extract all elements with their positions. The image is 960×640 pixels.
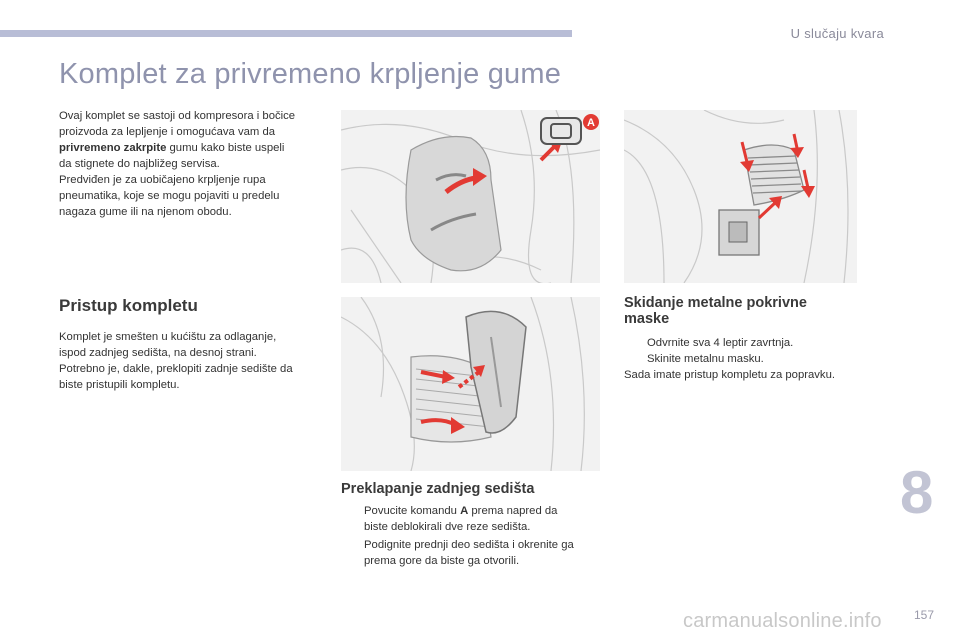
list-item (341, 503, 601, 536)
access-line: Potrebno je, dakle, preklopiti zadnje sedište da (59, 363, 293, 375)
section-title: U slučaju kvara (790, 26, 884, 41)
callout-a-label: A (587, 117, 595, 129)
folding-heading: Preklapanje zadnjeg sedišta (341, 481, 535, 497)
bullet-text-part: biste deblokirali dve reze sedišta. (364, 521, 531, 534)
watermark: carmanualsonline.info (683, 610, 882, 632)
intro-line (59, 140, 284, 156)
header-bar (0, 30, 572, 37)
access-line: Komplet je smešten u kućištu za odlaganje, (59, 331, 277, 343)
list-item (341, 537, 601, 570)
bullet-text-part: prema gore da biste ga otvorili. (364, 555, 520, 568)
metal-cover-illustration (624, 110, 857, 283)
bullet-text: Odvrnite sva 4 leptir zavrtnja. (647, 337, 794, 349)
access-heading: Pristup kompletu (59, 296, 198, 315)
list-item (624, 335, 904, 351)
intro-line: proizvoda za lepljenje i omogućava vam da (59, 126, 276, 138)
bullet-text (341, 537, 601, 570)
page-title: Komplet za privremeno krpljenje gume (59, 58, 562, 90)
intro-line: da stignete do najbližeg servisa. (59, 158, 220, 170)
bullet-text (341, 503, 601, 536)
emphasis-text: privremeno zakrpite (59, 142, 167, 154)
seat-latch-illustration (341, 110, 600, 283)
bullet-text-part: Povucite komandu (364, 505, 461, 517)
intro-line: Predviđen je za uobičajeno krpljenje rupa (59, 174, 266, 186)
page-number: 157 (914, 608, 935, 622)
folded-seat-illustration (341, 297, 600, 471)
list-item (624, 351, 904, 367)
bullet-text-part: prema napred da (468, 505, 558, 517)
intro-line: Ovaj komplet se sastoji od kompresora i bočice (59, 110, 296, 122)
intro-line: nagaza gume ili na njenom obodu. (59, 206, 232, 218)
cover-heading-line: Skidanje metalne pokrivne (624, 295, 807, 311)
access-line: biste pristupili kompletu. (59, 379, 180, 391)
access-line: ispod zadnjeg sedišta, na desnoj strani. (59, 347, 257, 359)
chapter-number: 8 (900, 459, 934, 526)
cover-heading (624, 295, 807, 327)
bullet-text-part: Podignite prednji deo sedišta i okrenite ga (364, 539, 574, 551)
intro-text: gumu kako biste uspeli (166, 142, 285, 154)
bullet-text: Skinite metalnu masku. (647, 353, 764, 365)
cover-summary: Sada imate pristup kompletu za popravku. (624, 369, 835, 381)
cover-heading-line: maske (624, 311, 670, 327)
control-letter: A (460, 505, 469, 517)
intro-line: pneumatika, koje se mogu pojaviti u predelu (59, 190, 280, 202)
